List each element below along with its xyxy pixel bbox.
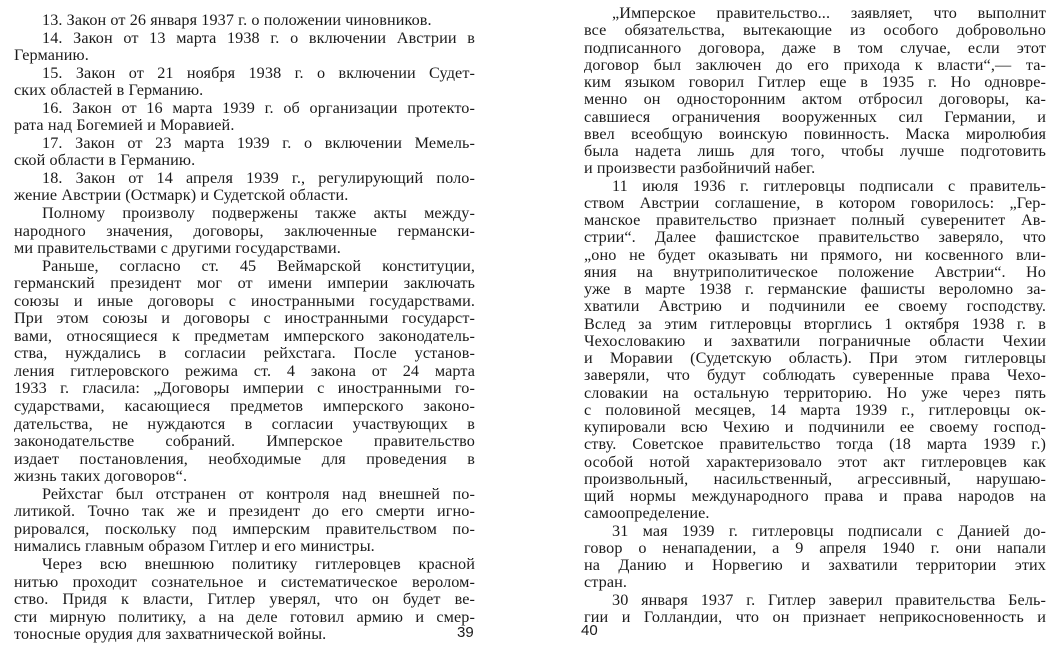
- text-line: ввел всеобщую воинскую повинность. Маска миролюбия: [584, 124, 1046, 143]
- text-line: хватили Австрию и подчинили ее своему господству.: [584, 297, 1046, 316]
- text-line: ством Австрии соглашение, в котором говорилось: „Гер-: [584, 193, 1046, 212]
- text-line: нимались главным образом Гитлер и его министры.: [14, 537, 375, 556]
- text-line: дательства, не нуждаются в согласии участвующих в: [14, 414, 475, 433]
- left-page: [0, 0, 520, 651]
- text-line: манское правительство признает полный суверенитет Ав-: [584, 211, 1046, 229]
- paragraph-first-line: Раньше, согласно ст. 45 Веймарской конституции,: [42, 256, 475, 275]
- text-line: сти мирную политику, а на деле готовил армию и смер-: [14, 607, 475, 626]
- text-line: заверяли, что будут соблюдать суверенные права Чехо-: [584, 366, 1046, 385]
- page-number: 39: [457, 624, 474, 641]
- text-line: Вслед за этим гитлеровцы вторглись 1 октября 1938 г. в: [584, 314, 1046, 333]
- text-line: и произвести разбойничий набег.: [584, 159, 816, 178]
- text-line: уже в марте 1938 г. германские фашисты вероломно за-: [584, 280, 1046, 298]
- paragraph-first-line: 30 января 1937 г. Гитлер заверил правительства Бель-: [612, 590, 1046, 609]
- paragraph-first-line: Рейхстаг был отстранен от контроля над внешней по-: [42, 484, 475, 503]
- text-line: особой нотой характеризовало этот акт гитлеровцев как: [584, 452, 1046, 471]
- text-line: „оно не будет оказывать ни прямого, ни косвенного вли-: [584, 245, 1046, 264]
- text-line: савшиеся ограничения вооруженных сил Германии, и: [584, 107, 1046, 126]
- text-line: нитью проходит сознательное и систематическое веролом-: [14, 572, 475, 591]
- text-line: При этом союзы и договоры с иностранными государст-: [14, 309, 475, 328]
- text-line: Германию.: [14, 46, 89, 65]
- text-line: вами, относящиеся к предметам имперского законодатель-: [14, 326, 475, 345]
- paragraph-first-line: 11 июля 1936 г. гитлеровцы подписали с правитель-: [612, 176, 1046, 195]
- text-line: и Моравии (Судетскую область). При этом гитлеровцы: [584, 349, 1046, 367]
- text-line: рата над Богемией и Моравией.: [14, 116, 235, 135]
- text-line: народного значения, договоры, заключенные германски-: [14, 221, 475, 240]
- paragraph-first-line: „Имперское правительство... заявляет, что выполнит: [612, 4, 1046, 22]
- right-page: [540, 0, 1063, 651]
- text-line: гии и Голландии, что он признает неприкосновенность и: [584, 607, 1046, 626]
- page-number: 40: [581, 622, 598, 639]
- text-line: на Данию и Норвегию и захватили территории этих: [584, 556, 1046, 574]
- text-line: рировался, поскольку под имперским правительством по-: [14, 519, 475, 538]
- paragraph-first-line: 14. Закон от 13 марта 1938 г. о включении Австрии в: [42, 28, 475, 47]
- text-line: менно он односторонним актом отбросил договоры, ка-: [584, 90, 1046, 109]
- text-line: ство. Придя к власти, Гитлер уверял, что он будет ве-: [14, 590, 475, 609]
- text-line: ской области в Германию.: [14, 151, 196, 170]
- paragraph-first-line: 17. Закон от 23 марта 1939 г. о включении Мемель-: [42, 133, 475, 152]
- text-line: с половиной месяцев, 14 марта 1939 г., гитлеровцы ок-: [584, 400, 1046, 419]
- text-line: законодательстве собраний. Имперское правительство: [14, 432, 475, 451]
- paragraph-first-line: 16. Закон от 16 марта 1939 г. об организации протекто-: [42, 98, 475, 117]
- text-line: ских областей в Германию.: [14, 81, 204, 100]
- text-line: договор был заключен до его прихода к власти“,— та-: [584, 55, 1046, 74]
- text-line: подписанного договора, даже в том случае, если этот: [584, 38, 1046, 57]
- text-line: союзы и иные договоры с иностранными государствами.: [14, 291, 475, 310]
- text-line: ким языком говорил Гитлер еще в 1935 г. Но одновре-: [584, 73, 1046, 91]
- text-line: произвольный, насильственный, агрессивный, нарушаю-: [584, 469, 1046, 488]
- text-line: ления гитлеровского режима ст. 4 закона от 24 марта: [14, 361, 475, 380]
- paragraph-first-line: 13. Закон от 26 января 1937 г. о положении чиновников.: [42, 11, 432, 29]
- text-line: жение Австрии (Остмарк) и Судетской области.: [14, 186, 349, 205]
- left-page-text: [14, 12, 475, 644]
- text-line: стрии“. Далее фашистское правительство заверяло, что: [584, 228, 1046, 247]
- text-line: говор о ненападении, а 9 апреля 1940 г. они напали: [584, 538, 1046, 557]
- text-line: тоносные орудия для захватнической войны.: [14, 625, 327, 644]
- text-line: литикой. Точно так же и президент до его смерти игно-: [14, 502, 475, 521]
- text-line: купировали всю Чехию и подчинили ее своему господ-: [584, 418, 1046, 436]
- text-line: самоопределение.: [584, 504, 710, 523]
- text-line: 1933 г. гласила: „Договоры империи с иностранными го-: [14, 379, 475, 398]
- paragraph-first-line: 18. Закон от 14 апреля 1939 г., регулирующий поло-: [42, 168, 475, 187]
- text-line: все обязательства, вытекающие из особого добровольно: [584, 21, 1046, 40]
- text-line: ству. Советское правительство тогда (18 марта 1939 г.): [584, 435, 1046, 454]
- text-line: ми правительствами с другими государствами.: [14, 239, 341, 258]
- text-line: ства, нуждались в согласии рейхстага. После установ-: [14, 344, 475, 363]
- text-line: издает постановления, необходимые для проведения в: [14, 449, 475, 468]
- text-line: сударствами, касающиеся предметов имперского законо-: [14, 397, 475, 416]
- paragraph-first-line: Полному произволу подвержены также акты между-: [42, 204, 475, 223]
- text-line: стран.: [584, 573, 628, 592]
- text-line: яния на внутриполитическое положение Австрии“. Но: [584, 262, 1046, 281]
- text-line: Чехословакию и захватили пограничные области Чехии: [584, 331, 1046, 350]
- text-line: была надета лишь для того, чтобы лучше подготовить: [584, 142, 1046, 160]
- paragraph-first-line: 15. Закон от 21 ноября 1938 г. о включении Судет-: [42, 63, 475, 82]
- paragraph-first-line: Через всю внешнюю политику гитлеровцев красной: [42, 554, 475, 573]
- text-line: жизнь таких договоров“.: [14, 467, 188, 486]
- right-page-text: [584, 5, 1046, 626]
- text-line: германский президент мог от имени империи заключать: [14, 274, 475, 293]
- text-line: словакии на остальную территорию. Но уже через пять: [584, 383, 1046, 402]
- paragraph-first-line: 31 мая 1939 г. гитлеровцы подписали с Данией до-: [612, 521, 1046, 540]
- text-line: щий нормы международного права и права народов на: [584, 487, 1046, 505]
